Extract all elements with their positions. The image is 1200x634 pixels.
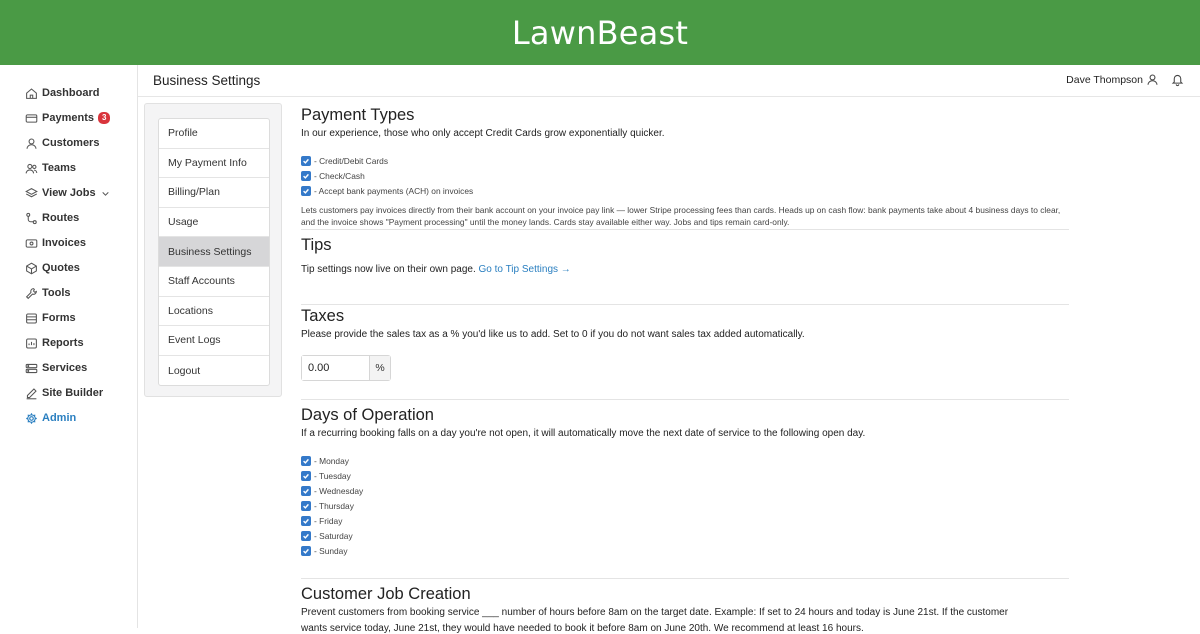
payments-count-badge: 3	[98, 112, 110, 124]
sidebar-item-forms[interactable]	[25, 308, 76, 328]
checkbox-label: - Saturday	[314, 531, 353, 541]
sidebar-item-tools[interactable]	[25, 283, 71, 303]
sidebar-item-quotes[interactable]	[25, 258, 80, 278]
day-friday[interactable]	[301, 514, 342, 528]
day-thursday[interactable]	[301, 499, 354, 513]
job-creation-description: Prevent customers from booking service ___ number of hours before 8am on the target date. Example: If set to 24 hours and today is June 21st. If the customer	[301, 607, 1009, 618]
sidebar-item-label: Dashboard	[42, 87, 100, 99]
sidebar-item-label: Invoices	[42, 237, 87, 249]
checkbox[interactable]	[301, 156, 311, 166]
checkbox-label: - Check/Cash	[314, 171, 365, 181]
checkbox[interactable]	[301, 516, 311, 526]
user-profile-icon[interactable]	[1146, 73, 1159, 86]
checkbox-label: - Monday	[314, 456, 349, 466]
bell-icon[interactable]	[1171, 73, 1184, 86]
sales-tax-field	[301, 355, 391, 381]
taxes-heading: Taxes	[301, 307, 345, 325]
checkbox[interactable]	[301, 171, 311, 181]
user-name[interactable]: Dave Thompson	[1066, 74, 1143, 86]
payment-option-check-cash[interactable]	[301, 169, 365, 183]
percent-suffix: %	[369, 356, 390, 380]
checkbox[interactable]	[301, 531, 311, 541]
divider	[301, 304, 1069, 305]
job-creation-heading: Customer Job Creation	[301, 585, 471, 603]
route-icon	[25, 212, 38, 225]
settings-item-logout[interactable]: Logout	[168, 364, 201, 377]
sidebar-item-routes[interactable]	[25, 208, 79, 228]
checkbox[interactable]	[301, 546, 311, 556]
sidebar-item-label: Admin	[42, 412, 77, 424]
checkbox-label: - Sunday	[314, 546, 348, 556]
sidebar-item-label: Customers	[42, 137, 100, 149]
credit-card-icon	[25, 112, 38, 125]
settings-panel	[144, 103, 282, 397]
services-icon	[25, 362, 38, 375]
checkbox[interactable]	[301, 501, 311, 511]
sidebar-item-invoices[interactable]	[25, 233, 86, 253]
settings-item-locations[interactable]: Locations	[159, 297, 269, 327]
days-heading: Days of Operation	[301, 406, 434, 424]
checkbox-label: - Credit/Debit Cards	[314, 156, 389, 166]
taxes-description: Please provide the sales tax as a % you'd like us to add. Set to 0 if you do not want sales tax added automatically.	[301, 329, 805, 340]
chevron-down-icon[interactable]	[101, 189, 110, 198]
settings-menu	[158, 118, 270, 386]
sidebar-item-label: Routes	[42, 212, 80, 224]
payment-option-ach[interactable]	[301, 184, 473, 198]
sidebar-item-teams[interactable]	[25, 158, 76, 178]
sidebar-item-site-builder[interactable]	[25, 383, 103, 403]
settings-item-event-logs[interactable]: Event Logs	[159, 326, 269, 356]
sidebar-item-label: Teams	[42, 162, 77, 174]
sidebar-item-view-jobs[interactable]	[25, 183, 114, 203]
pencil-icon	[25, 387, 38, 400]
sidebar-item-label: View Jobs	[42, 187, 96, 199]
sidebar-item-admin[interactable]	[25, 408, 76, 428]
tips-description: Tip settings now live on their own page.	[301, 264, 476, 275]
sidebar-item-label: Quotes	[42, 262, 80, 274]
sidebar-item-reports[interactable]	[25, 333, 84, 353]
day-saturday[interactable]	[301, 529, 353, 543]
stack-icon	[25, 187, 38, 200]
day-wednesday[interactable]	[301, 484, 363, 498]
settings-item-my-payment-info[interactable]: My Payment Info	[159, 149, 269, 179]
day-sunday[interactable]	[301, 544, 348, 558]
sales-tax-input[interactable]	[302, 356, 369, 380]
invoice-icon	[25, 237, 38, 250]
tip-settings-link[interactable]: Go to Tip Settings →	[478, 264, 571, 275]
sidebar-item-label: Reports	[42, 337, 84, 349]
checkbox[interactable]	[301, 486, 311, 496]
users-icon	[25, 162, 38, 175]
wrench-icon	[25, 287, 38, 300]
checkbox[interactable]	[301, 456, 311, 466]
report-icon	[25, 337, 38, 350]
tips-heading: Tips	[301, 236, 332, 254]
page-title: Business Settings	[153, 73, 261, 88]
top-bar	[138, 65, 1200, 97]
sidebar-item-label: Payments	[42, 112, 94, 124]
sidebar-item-services[interactable]	[25, 358, 87, 378]
settings-item-staff-accounts[interactable]: Staff Accounts	[159, 267, 269, 297]
day-monday[interactable]	[301, 454, 349, 468]
sidebar-item-payments[interactable]	[25, 108, 110, 128]
sidebar-item-label: Site Builder	[42, 387, 104, 399]
settings-content	[301, 97, 1069, 634]
form-icon	[25, 312, 38, 325]
checkbox[interactable]	[301, 186, 311, 196]
sidebar-item-dashboard[interactable]	[25, 83, 99, 103]
settings-item-business-settings[interactable]: Business Settings	[159, 237, 269, 267]
sidebar-item-label: Services	[42, 362, 88, 374]
settings-item-usage[interactable]: Usage	[159, 208, 269, 238]
app-banner	[0, 0, 1200, 65]
payment-types-heading: Payment Types	[301, 106, 415, 124]
day-tuesday[interactable]	[301, 469, 351, 483]
days-description: If a recurring booking falls on a day you're not open, it will automatically move the next date of service to the following open day.	[301, 428, 866, 439]
ach-note: Lets customers pay invoices directly from their bank account on your invoice pay link — lower Stripe processing fees than cards. Heads up on cash flow: bank payments take about 4 business days to clear, and the invoice shows "Payment processing" until the money lands. Cards stay available either way. Jobs and tips remain card-only.	[301, 205, 1061, 227]
divider	[301, 229, 1069, 230]
checkbox-label: - Friday	[314, 516, 343, 526]
sidebar-item-customers[interactable]	[25, 133, 99, 153]
settings-item-billing-plan[interactable]: Billing/Plan	[159, 178, 269, 208]
checkbox-label: - Wednesday	[314, 486, 364, 496]
job-creation-description-line2: wants service today, June 21st, they would have needed to book it before 8am on June 20th. We recommend at least 16 hours.	[301, 623, 864, 634]
divider	[301, 399, 1069, 400]
sidebar-item-label: Tools	[42, 287, 71, 299]
checkbox-label: - Accept bank payments (ACH) on invoices	[314, 186, 474, 196]
gear-icon	[25, 412, 38, 425]
checkbox[interactable]	[301, 471, 311, 481]
divider	[301, 578, 1069, 579]
user-icon	[25, 137, 38, 150]
settings-item-profile[interactable]: Profile	[159, 119, 269, 149]
sidebar-item-label: Forms	[42, 312, 76, 324]
quote-icon	[25, 262, 38, 275]
payment-types-description: In our experience, those who only accept Credit Cards grow exponentially quicker.	[301, 128, 665, 139]
checkbox-label: - Thursday	[314, 501, 354, 511]
app-title: LawnBeast	[511, 13, 689, 52]
payment-option-credit-debit[interactable]	[301, 154, 388, 168]
home-icon	[25, 87, 38, 100]
tips-text	[301, 264, 571, 275]
checkbox-label: - Tuesday	[314, 471, 351, 481]
sidebar	[0, 65, 138, 628]
